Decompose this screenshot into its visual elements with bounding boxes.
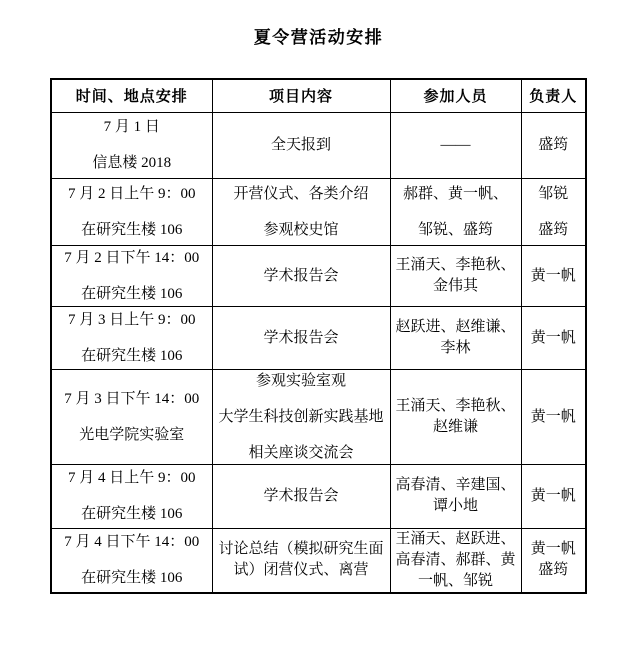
cell-line: 相关座谈交流会 bbox=[248, 444, 354, 461]
cell-time-location bbox=[51, 528, 212, 593]
cell-line: 盛筠 bbox=[538, 562, 569, 578]
cell-line: 王涌天、赵跃进、 bbox=[395, 530, 516, 547]
table-row bbox=[51, 528, 586, 593]
cell-participants bbox=[390, 245, 521, 306]
header-row bbox=[51, 79, 586, 112]
cell-line: 李林 bbox=[440, 339, 471, 356]
cell-project bbox=[212, 245, 390, 306]
cell-line: 参观校史馆 bbox=[263, 221, 339, 238]
cell-time-location bbox=[51, 464, 212, 528]
cell-line: 黄一帆 bbox=[530, 408, 576, 425]
cell-line: 7 月 1 日 bbox=[103, 119, 160, 135]
cell-line: 王涌天、李艳秋、 bbox=[395, 256, 516, 273]
cell-line: 邹锐、盛筠 bbox=[417, 221, 493, 238]
cell-time-location bbox=[51, 369, 212, 464]
cell-line: 在研究生楼 106 bbox=[81, 506, 183, 522]
cell-line: 高春清、郝群、黄 bbox=[395, 551, 516, 568]
cell-project bbox=[212, 528, 390, 593]
cell-participants bbox=[390, 306, 521, 369]
cell-time-location bbox=[51, 306, 212, 369]
cell-line: 信息楼 2018 bbox=[92, 155, 172, 171]
cell-line: 黄一帆 bbox=[530, 488, 576, 504]
cell-leader bbox=[521, 369, 586, 464]
cell-project bbox=[212, 369, 390, 464]
cell-leader bbox=[521, 112, 586, 178]
cell-line: 在研究生楼 106 bbox=[81, 570, 183, 586]
cell-project bbox=[212, 464, 390, 528]
header-cell-participants: 参加人员 bbox=[390, 79, 521, 112]
cell-project bbox=[212, 178, 390, 245]
header-cell-leader: 负责人 bbox=[521, 79, 586, 112]
cell-participants bbox=[390, 178, 521, 245]
cell-participants bbox=[390, 112, 521, 178]
cell-line: 7 月 4 日上午 9：00 bbox=[67, 470, 196, 486]
cell-line: 全天报到 bbox=[270, 137, 331, 153]
cell-line: 参观实验室观 bbox=[255, 372, 346, 389]
table-row bbox=[51, 245, 586, 306]
cell-line: 7 月 3 日下午 14：00 bbox=[64, 390, 200, 407]
cell-line: 学术报告会 bbox=[263, 329, 339, 346]
cell-leader bbox=[521, 464, 586, 528]
table-row bbox=[51, 464, 586, 528]
table-row bbox=[51, 306, 586, 369]
cell-line: 7 月 2 日下午 14：00 bbox=[64, 249, 200, 266]
cell-line: 在研究生楼 106 bbox=[81, 347, 183, 364]
table-row bbox=[51, 178, 586, 245]
cell-line: 7 月 4 日下午 14：00 bbox=[64, 534, 200, 550]
cell-line: —— bbox=[440, 137, 471, 153]
cell-leader bbox=[521, 245, 586, 306]
cell-line: 光电学院实验室 bbox=[79, 426, 185, 443]
cell-leader bbox=[521, 528, 586, 593]
cell-line: 7 月 2 日上午 9：00 bbox=[67, 185, 196, 202]
cell-line: 学术报告会 bbox=[263, 488, 339, 504]
cell-project bbox=[212, 112, 390, 178]
header-cell-time-location: 时间、地点安排 bbox=[51, 79, 212, 112]
cell-line: 邹锐 bbox=[538, 185, 569, 202]
cell-line: 金伟其 bbox=[432, 277, 478, 294]
cell-line: 大学生科技创新实践基地 bbox=[218, 408, 384, 425]
cell-participants bbox=[390, 369, 521, 464]
cell-line: 黄一帆 bbox=[530, 541, 576, 557]
cell-leader bbox=[521, 306, 586, 369]
cell-line: 在研究生楼 106 bbox=[81, 285, 183, 302]
table-row bbox=[51, 369, 586, 464]
schedule-table bbox=[50, 78, 587, 594]
cell-time-location bbox=[51, 178, 212, 245]
table-row bbox=[51, 112, 586, 178]
cell-time-location bbox=[51, 112, 212, 178]
cell-participants bbox=[390, 528, 521, 593]
cell-line: 黄一帆 bbox=[530, 329, 576, 346]
cell-line: 7 月 3 日上午 9：00 bbox=[67, 311, 196, 328]
cell-line: 试）闭营仪式、离营 bbox=[233, 562, 369, 578]
cell-line: 赵维谦 bbox=[432, 418, 478, 435]
cell-participants bbox=[390, 464, 521, 528]
cell-line: 郝群、黄一帆、 bbox=[402, 185, 508, 202]
cell-line: 王涌天、李艳秋、 bbox=[395, 397, 516, 414]
cell-line: 盛筠 bbox=[538, 137, 569, 153]
cell-line: 一帆、邹锐 bbox=[417, 572, 493, 589]
cell-project bbox=[212, 306, 390, 369]
header-cell-project: 项目内容 bbox=[212, 79, 390, 112]
cell-line: 赵跃进、赵维谦、 bbox=[395, 318, 516, 335]
cell-line: 开营仪式、各类介绍 bbox=[233, 185, 369, 202]
cell-line: 高春清、辛建国、 bbox=[395, 477, 516, 493]
cell-line: 黄一帆 bbox=[530, 267, 576, 284]
cell-line: 讨论总结（模拟研究生面 bbox=[218, 541, 384, 557]
page-title: 夏令营活动安排 bbox=[253, 28, 384, 47]
cell-line: 学术报告会 bbox=[263, 267, 339, 284]
cell-line: 在研究生楼 106 bbox=[81, 221, 183, 238]
cell-time-location bbox=[51, 245, 212, 306]
cell-line: 谭小地 bbox=[432, 498, 478, 514]
cell-line: 盛筠 bbox=[538, 221, 569, 238]
cell-leader bbox=[521, 178, 586, 245]
